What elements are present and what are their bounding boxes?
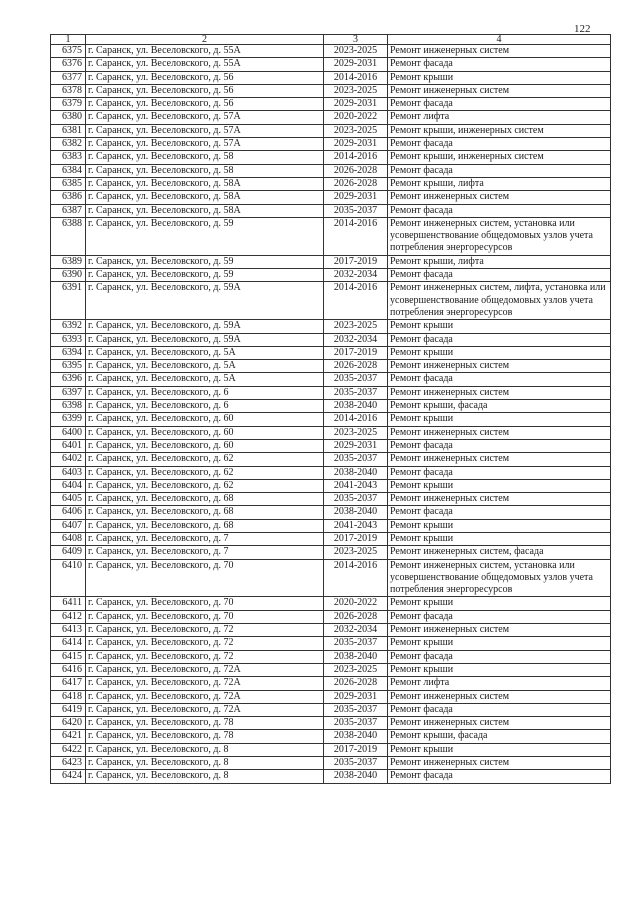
table-row xyxy=(51,610,611,623)
address-cell: г. Саранск, ул. Веселовского, д. 7 xyxy=(86,546,324,559)
address-cell: г. Саранск, ул. Веселовского, д. 7 xyxy=(86,532,324,545)
years-cell: 2026-2028 xyxy=(324,164,388,177)
years-cell: 2035-2037 xyxy=(324,493,388,506)
address-cell: г. Саранск, ул. Веселовского, д. 70 xyxy=(86,597,324,610)
row-number: 6398 xyxy=(51,400,86,413)
address-cell: г. Саранск, ул. Веселовского, д. 62 xyxy=(86,479,324,492)
work-type-cell: Ремонт крыши xyxy=(388,346,611,359)
work-type-cell: Ремонт фасада xyxy=(388,770,611,783)
row-number: 6417 xyxy=(51,677,86,690)
years-cell: 2023-2025 xyxy=(324,45,388,58)
address-cell: г. Саранск, ул. Веселовского, д. 5А xyxy=(86,373,324,386)
row-number: 6379 xyxy=(51,98,86,111)
address-cell: г. Саранск, ул. Веселовского, д. 72 xyxy=(86,637,324,650)
work-type-cell: Ремонт крыши xyxy=(388,413,611,426)
work-type-cell: Ремонт фасада xyxy=(388,269,611,282)
row-number: 6406 xyxy=(51,506,86,519)
address-cell: г. Саранск, ул. Веселовского, д. 56 xyxy=(86,84,324,97)
row-number: 6400 xyxy=(51,426,86,439)
work-type-cell: Ремонт инженерных систем xyxy=(388,624,611,637)
work-type-cell: Ремонт крыши xyxy=(388,71,611,84)
table-row xyxy=(51,204,611,217)
years-cell: 2032-2034 xyxy=(324,333,388,346)
row-number: 6385 xyxy=(51,177,86,190)
row-number: 6401 xyxy=(51,439,86,452)
row-number: 6410 xyxy=(51,559,86,597)
table-row xyxy=(51,532,611,545)
row-number: 6390 xyxy=(51,269,86,282)
row-number: 6422 xyxy=(51,743,86,756)
table-row xyxy=(51,690,611,703)
years-cell: 2038-2040 xyxy=(324,506,388,519)
work-type-cell: Ремонт инженерных систем, установка или усовершенствование общедомовых узлов учета потребления энергоресурсов xyxy=(388,217,611,255)
address-cell: г. Саранск, ул. Веселовского, д. 72 xyxy=(86,624,324,637)
table-row xyxy=(51,637,611,650)
years-cell: 2023-2025 xyxy=(324,546,388,559)
row-number: 6380 xyxy=(51,111,86,124)
table-row xyxy=(51,506,611,519)
table-row xyxy=(51,479,611,492)
table-row xyxy=(51,597,611,610)
address-cell: г. Саранск, ул. Веселовского, д. 58А xyxy=(86,204,324,217)
work-type-cell: Ремонт фасада xyxy=(388,58,611,71)
table-row xyxy=(51,439,611,452)
address-cell: г. Саранск, ул. Веселовского, д. 8 xyxy=(86,757,324,770)
table-row xyxy=(51,177,611,190)
address-cell: г. Саранск, ул. Веселовского, д. 72А xyxy=(86,677,324,690)
table-row xyxy=(51,269,611,282)
table-row xyxy=(51,346,611,359)
address-cell: г. Саранск, ул. Веселовского, д. 57А xyxy=(86,138,324,151)
years-cell: 2023-2025 xyxy=(324,663,388,676)
years-cell: 2017-2019 xyxy=(324,532,388,545)
address-cell: г. Саранск, ул. Веселовского, д. 58 xyxy=(86,164,324,177)
row-number: 6382 xyxy=(51,138,86,151)
years-cell: 2038-2040 xyxy=(324,770,388,783)
address-cell: г. Саранск, ул. Веселовского, д. 57А xyxy=(86,111,324,124)
row-number: 6416 xyxy=(51,663,86,676)
work-type-cell: Ремонт крыши xyxy=(388,743,611,756)
address-cell: г. Саранск, ул. Веселовского, д. 5А xyxy=(86,360,324,373)
table-row xyxy=(51,255,611,268)
years-cell: 2032-2034 xyxy=(324,269,388,282)
address-cell: г. Саранск, ул. Веселовского, д. 56 xyxy=(86,71,324,84)
table-row xyxy=(51,453,611,466)
row-number: 6421 xyxy=(51,730,86,743)
row-number: 6415 xyxy=(51,650,86,663)
years-cell: 2035-2037 xyxy=(324,703,388,716)
years-cell: 2014-2016 xyxy=(324,151,388,164)
table-header xyxy=(51,35,611,45)
years-cell: 2026-2028 xyxy=(324,610,388,623)
address-cell: г. Саранск, ул. Веселовского, д. 8 xyxy=(86,770,324,783)
page-number: 122 xyxy=(574,23,591,35)
address-cell: г. Саранск, ул. Веселовского, д. 56 xyxy=(86,98,324,111)
table-row xyxy=(51,138,611,151)
work-type-cell: Ремонт фасада xyxy=(388,506,611,519)
years-cell: 2014-2016 xyxy=(324,413,388,426)
years-cell: 2035-2037 xyxy=(324,717,388,730)
work-type-cell: Ремонт инженерных систем xyxy=(388,717,611,730)
row-number: 6408 xyxy=(51,532,86,545)
work-type-cell: Ремонт крыши xyxy=(388,532,611,545)
row-number: 6397 xyxy=(51,386,86,399)
years-cell: 2035-2037 xyxy=(324,386,388,399)
work-type-cell: Ремонт фасада xyxy=(388,164,611,177)
address-cell: г. Саранск, ул. Веселовского, д. 5А xyxy=(86,346,324,359)
table-row xyxy=(51,426,611,439)
row-number: 6405 xyxy=(51,493,86,506)
work-type-cell: Ремонт фасада xyxy=(388,650,611,663)
header-col-2: 2 xyxy=(86,35,324,45)
work-type-cell: Ремонт фасада xyxy=(388,439,611,452)
row-number: 6388 xyxy=(51,217,86,255)
work-type-cell: Ремонт фасада xyxy=(388,98,611,111)
table-row xyxy=(51,519,611,532)
work-type-cell: Ремонт лифта xyxy=(388,111,611,124)
work-type-cell: Ремонт фасада xyxy=(388,138,611,151)
work-type-cell: Ремонт инженерных систем xyxy=(388,84,611,97)
years-cell: 2035-2037 xyxy=(324,204,388,217)
years-cell: 2032-2034 xyxy=(324,624,388,637)
table-row xyxy=(51,743,611,756)
years-cell: 2041-2043 xyxy=(324,519,388,532)
table-row xyxy=(51,98,611,111)
table-row xyxy=(51,677,611,690)
years-cell: 2035-2037 xyxy=(324,453,388,466)
table-row xyxy=(51,730,611,743)
table-row xyxy=(51,413,611,426)
table-row xyxy=(51,546,611,559)
row-number: 6420 xyxy=(51,717,86,730)
table-row xyxy=(51,624,611,637)
address-cell: г. Саранск, ул. Веселовского, д. 72А xyxy=(86,690,324,703)
row-number: 6409 xyxy=(51,546,86,559)
address-cell: г. Саранск, ул. Веселовского, д. 78 xyxy=(86,717,324,730)
row-number: 6386 xyxy=(51,191,86,204)
address-cell: г. Саранск, ул. Веселовского, д. 68 xyxy=(86,506,324,519)
work-type-cell: Ремонт крыши xyxy=(388,663,611,676)
row-number: 6396 xyxy=(51,373,86,386)
row-number: 6381 xyxy=(51,124,86,137)
work-type-cell: Ремонт крыши xyxy=(388,637,611,650)
address-cell: г. Саранск, ул. Веселовского, д. 72А xyxy=(86,663,324,676)
work-type-cell: Ремонт инженерных систем xyxy=(388,386,611,399)
work-type-cell: Ремонт инженерных систем xyxy=(388,45,611,58)
years-cell: 2029-2031 xyxy=(324,690,388,703)
address-cell: г. Саранск, ул. Веселовского, д. 58А xyxy=(86,191,324,204)
years-cell: 2029-2031 xyxy=(324,138,388,151)
table-row xyxy=(51,770,611,783)
table-row xyxy=(51,386,611,399)
table-row xyxy=(51,333,611,346)
address-cell: г. Саранск, ул. Веселовского, д. 58А xyxy=(86,177,324,190)
header-col-4: 4 xyxy=(388,35,611,45)
years-cell: 2029-2031 xyxy=(324,439,388,452)
work-type-cell: Ремонт инженерных систем, лифта, установка или усовершенствование общедомовых узлов учета потребления энергоресурсов xyxy=(388,282,611,320)
address-cell: г. Саранск, ул. Веселовского, д. 68 xyxy=(86,493,324,506)
table-row xyxy=(51,71,611,84)
row-number: 6402 xyxy=(51,453,86,466)
years-cell: 2038-2040 xyxy=(324,650,388,663)
table-row xyxy=(51,466,611,479)
address-cell: г. Саранск, ул. Веселовского, д. 6 xyxy=(86,400,324,413)
row-number: 6377 xyxy=(51,71,86,84)
years-cell: 2020-2022 xyxy=(324,597,388,610)
years-cell: 2023-2025 xyxy=(324,426,388,439)
row-number: 6391 xyxy=(51,282,86,320)
row-number: 6389 xyxy=(51,255,86,268)
table-row xyxy=(51,111,611,124)
years-cell: 2014-2016 xyxy=(324,71,388,84)
table-row xyxy=(51,373,611,386)
work-type-cell: Ремонт крыши xyxy=(388,320,611,333)
row-number: 6413 xyxy=(51,624,86,637)
work-type-cell: Ремонт инженерных систем xyxy=(388,453,611,466)
row-number: 6424 xyxy=(51,770,86,783)
work-type-cell: Ремонт инженерных систем, установка или усовершенствование общедомовых узлов учета потребления энергоресурсов xyxy=(388,559,611,597)
work-type-cell: Ремонт инженерных систем, фасада xyxy=(388,546,611,559)
row-number: 6423 xyxy=(51,757,86,770)
table-row xyxy=(51,360,611,373)
work-type-cell: Ремонт инженерных систем xyxy=(388,757,611,770)
years-cell: 2038-2040 xyxy=(324,466,388,479)
row-number: 6393 xyxy=(51,333,86,346)
years-cell: 2035-2037 xyxy=(324,757,388,770)
address-cell: г. Саранск, ул. Веселовского, д. 59 xyxy=(86,217,324,255)
years-cell: 2014-2016 xyxy=(324,559,388,597)
work-type-cell: Ремонт крыши xyxy=(388,479,611,492)
row-number: 6392 xyxy=(51,320,86,333)
address-cell: г. Саранск, ул. Веселовского, д. 68 xyxy=(86,519,324,532)
years-cell: 2026-2028 xyxy=(324,177,388,190)
table-row xyxy=(51,757,611,770)
address-cell: г. Саранск, ул. Веселовского, д. 72А xyxy=(86,703,324,716)
work-type-cell: Ремонт фасада xyxy=(388,610,611,623)
work-type-cell: Ремонт крыши xyxy=(388,519,611,532)
row-number: 6419 xyxy=(51,703,86,716)
work-type-cell: Ремонт крыши, фасада xyxy=(388,400,611,413)
years-cell: 2026-2028 xyxy=(324,677,388,690)
address-cell: г. Саранск, ул. Веселовского, д. 60 xyxy=(86,426,324,439)
address-cell: г. Саранск, ул. Веселовского, д. 59 xyxy=(86,255,324,268)
years-cell: 2020-2022 xyxy=(324,111,388,124)
address-cell: г. Саранск, ул. Веселовского, д. 78 xyxy=(86,730,324,743)
table-row xyxy=(51,164,611,177)
years-cell: 2017-2019 xyxy=(324,255,388,268)
row-number: 6384 xyxy=(51,164,86,177)
work-type-cell: Ремонт фасада xyxy=(388,333,611,346)
years-cell: 2023-2025 xyxy=(324,84,388,97)
table-row xyxy=(51,400,611,413)
row-number: 6387 xyxy=(51,204,86,217)
work-type-cell: Ремонт крыши xyxy=(388,597,611,610)
table-row xyxy=(51,320,611,333)
row-number: 6404 xyxy=(51,479,86,492)
work-type-cell: Ремонт фасада xyxy=(388,204,611,217)
header-col-1: 1 xyxy=(51,35,86,45)
years-cell: 2017-2019 xyxy=(324,346,388,359)
address-cell: г. Саранск, ул. Веселовского, д. 70 xyxy=(86,610,324,623)
work-type-cell: Ремонт крыши, инженерных систем xyxy=(388,151,611,164)
table-row xyxy=(51,58,611,71)
work-type-cell: Ремонт крыши, фасада xyxy=(388,730,611,743)
address-cell: г. Саранск, ул. Веселовского, д. 55А xyxy=(86,45,324,58)
address-cell: г. Саранск, ул. Веселовского, д. 62 xyxy=(86,466,324,479)
work-type-cell: Ремонт инженерных систем xyxy=(388,191,611,204)
work-type-cell: Ремонт фасада xyxy=(388,466,611,479)
address-cell: г. Саранск, ул. Веселовского, д. 59А xyxy=(86,282,324,320)
address-cell: г. Саранск, ул. Веселовского, д. 60 xyxy=(86,439,324,452)
work-type-cell: Ремонт инженерных систем xyxy=(388,426,611,439)
work-type-cell: Ремонт крыши, лифта xyxy=(388,255,611,268)
row-number: 6411 xyxy=(51,597,86,610)
row-number: 6383 xyxy=(51,151,86,164)
address-cell: г. Саранск, ул. Веселовского, д. 58 xyxy=(86,151,324,164)
address-cell: г. Саранск, ул. Веселовского, д. 57А xyxy=(86,124,324,137)
address-cell: г. Саранск, ул. Веселовского, д. 70 xyxy=(86,559,324,597)
table-body xyxy=(51,45,611,784)
row-number: 6399 xyxy=(51,413,86,426)
work-type-cell: Ремонт инженерных систем xyxy=(388,493,611,506)
address-cell: г. Саранск, ул. Веселовского, д. 60 xyxy=(86,413,324,426)
address-cell: г. Саранск, ул. Веселовского, д. 6 xyxy=(86,386,324,399)
row-number: 6412 xyxy=(51,610,86,623)
row-number: 6378 xyxy=(51,84,86,97)
work-type-cell: Ремонт инженерных систем xyxy=(388,360,611,373)
address-cell: г. Саранск, ул. Веселовского, д. 59 xyxy=(86,269,324,282)
years-cell: 2035-2037 xyxy=(324,637,388,650)
table-row xyxy=(51,217,611,255)
table-row xyxy=(51,45,611,58)
row-number: 6418 xyxy=(51,690,86,703)
address-cell: г. Саранск, ул. Веселовского, д. 55А xyxy=(86,58,324,71)
table-row xyxy=(51,282,611,320)
address-cell: г. Саранск, ул. Веселовского, д. 8 xyxy=(86,743,324,756)
table-row xyxy=(51,663,611,676)
work-type-cell: Ремонт инженерных систем xyxy=(388,690,611,703)
work-type-cell: Ремонт лифта xyxy=(388,677,611,690)
work-type-cell: Ремонт крыши, лифта xyxy=(388,177,611,190)
row-number: 6376 xyxy=(51,58,86,71)
work-type-cell: Ремонт фасада xyxy=(388,703,611,716)
row-number: 6414 xyxy=(51,637,86,650)
years-cell: 2029-2031 xyxy=(324,58,388,71)
work-type-cell: Ремонт крыши, инженерных систем xyxy=(388,124,611,137)
row-number: 6403 xyxy=(51,466,86,479)
work-type-cell: Ремонт фасада xyxy=(388,373,611,386)
table-row xyxy=(51,191,611,204)
years-cell: 2017-2019 xyxy=(324,743,388,756)
table-row xyxy=(51,717,611,730)
years-cell: 2038-2040 xyxy=(324,730,388,743)
header-row xyxy=(51,35,611,45)
years-cell: 2014-2016 xyxy=(324,217,388,255)
years-cell: 2026-2028 xyxy=(324,360,388,373)
header-col-3: 3 xyxy=(324,35,388,45)
years-cell: 2023-2025 xyxy=(324,320,388,333)
years-cell: 2029-2031 xyxy=(324,98,388,111)
years-cell: 2023-2025 xyxy=(324,124,388,137)
table-row xyxy=(51,559,611,597)
table-row xyxy=(51,703,611,716)
row-number: 6407 xyxy=(51,519,86,532)
address-cell: г. Саранск, ул. Веселовского, д. 59А xyxy=(86,333,324,346)
row-number: 6394 xyxy=(51,346,86,359)
table-row xyxy=(51,151,611,164)
row-number: 6375 xyxy=(51,45,86,58)
address-cell: г. Саранск, ул. Веселовского, д. 59А xyxy=(86,320,324,333)
years-cell: 2038-2040 xyxy=(324,400,388,413)
table-row xyxy=(51,650,611,663)
years-cell: 2035-2037 xyxy=(324,373,388,386)
years-cell: 2041-2043 xyxy=(324,479,388,492)
address-cell: г. Саранск, ул. Веселовского, д. 72 xyxy=(86,650,324,663)
table-row xyxy=(51,124,611,137)
years-cell: 2014-2016 xyxy=(324,282,388,320)
repair-schedule-table xyxy=(50,34,611,784)
table-row xyxy=(51,493,611,506)
row-number: 6395 xyxy=(51,360,86,373)
address-cell: г. Саранск, ул. Веселовского, д. 62 xyxy=(86,453,324,466)
years-cell: 2029-2031 xyxy=(324,191,388,204)
table-row xyxy=(51,84,611,97)
